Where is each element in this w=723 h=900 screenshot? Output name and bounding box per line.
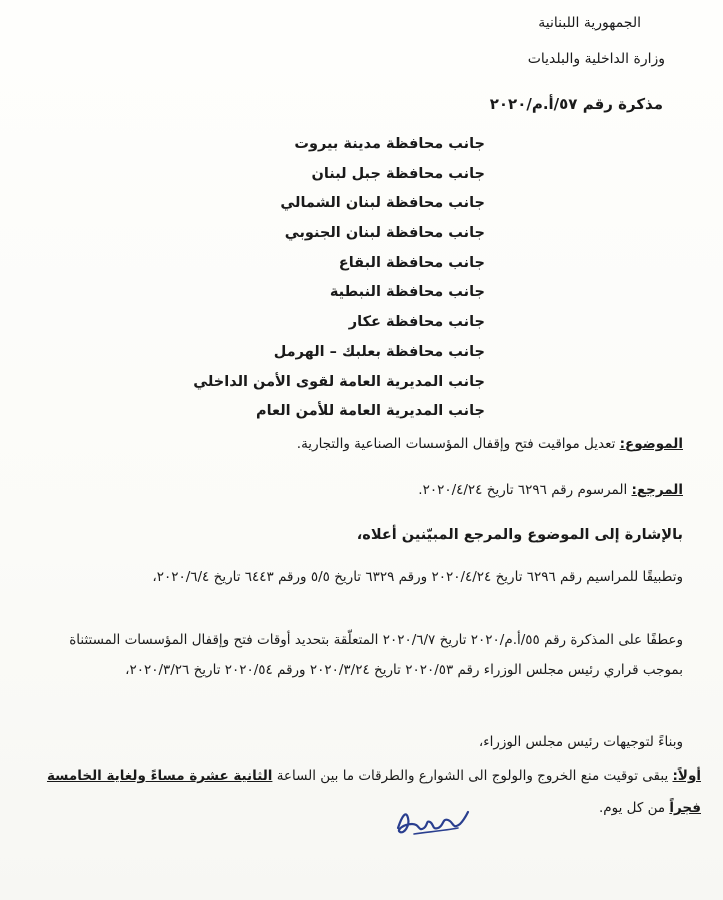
paragraph-directives: وبناءً لتوجيهات رئيس مجلس الوزراء، [478, 734, 683, 750]
first-clause-text-b: من كل يوم. [598, 800, 670, 816]
reference-text: المرسوم رقم ٦٢٩٦ تاريخ ٢٠٢٠/٤/٢٤. [418, 482, 632, 498]
subject-label: الموضوع: [619, 436, 683, 452]
recipient-item: جانب محافظة عكار [348, 314, 485, 331]
subject-text: تعديل مواقيت فتح وإقفال المؤسسات الصناعية والتجارية. [296, 436, 620, 452]
intro-line: بالإشارة إلى الموضوع والمرجع المبيّنين أعلاه، [356, 527, 683, 543]
recipient-item: جانب محافظة جبل لبنان [311, 165, 485, 182]
recipient-item: جانب محافظة بعلبك – الهرمل [273, 343, 485, 360]
recipient-item: جانب محافظة لبنان الشمالي [280, 195, 485, 212]
recipient-item: جانب محافظة مدينة بيروت [294, 136, 485, 152]
recipient-item: جانب محافظة البقاع [338, 254, 485, 271]
recipient-item: جانب محافظة لبنان الجنوبي [284, 225, 485, 242]
paragraph-decrees: وتطبيقًا للمراسيم رقم ٦٢٩٦ تاريخ ٢٠٢٠/٤/٢٤ ورقم ٦٣٢٩ تاريخ ٥/٥ ورقم ٦٤٤٣ تاريخ ٢٠٢٠/٦/٤، [152, 569, 683, 585]
subject-line [297, 436, 683, 452]
recipient-item: جانب المديرية العامة لقوى الأمن الداخلي [193, 373, 485, 390]
memo-number: مذكرة رقم ٥٧/أ.م/٢٠٢٠ [489, 95, 663, 113]
recipient-item: جانب محافظة النبطية [329, 284, 485, 301]
recipient-item: جانب المديرية العامة للأمن العام [255, 403, 485, 420]
recipients-list [165, 132, 485, 429]
first-clause-emphasis: الثانية عشرة مساءً ولغاية الخامسة فجراً [46, 768, 701, 816]
header-ministry: وزارة الداخلية والبلديات [527, 51, 665, 67]
signature-icon [392, 798, 472, 840]
reference-label: المرجع: [631, 482, 683, 498]
first-clause [21, 760, 701, 824]
reference-line [418, 482, 683, 498]
first-clause-text-a: يبقى توقيت منع الخروج والولوج الى الشوارع والطرقات ما بين الساعة [272, 768, 673, 784]
header-republic: الجمهورية اللبنانية [538, 15, 641, 31]
paragraph-previous-memo: وعطفًا على المذكرة رقم ٥٥/أ.م/٢٠٢٠ تاريخ ٢٠٢٠/٦/٧ المتعلّقة بتحديد أوقات فتح وإقفال المؤسسات المستثناة بموجب قراري رئيس مجلس الوزراء رقم ٢٠٢٠/٥٣ تاريخ ٢٠٢٠/٣/٢٤ ورقم ٢٠٢٠/٥٤ تاريخ ٢٠٢٠/٣/٢٦، [69, 632, 683, 678]
first-clause-label: أولاً: [672, 768, 701, 784]
